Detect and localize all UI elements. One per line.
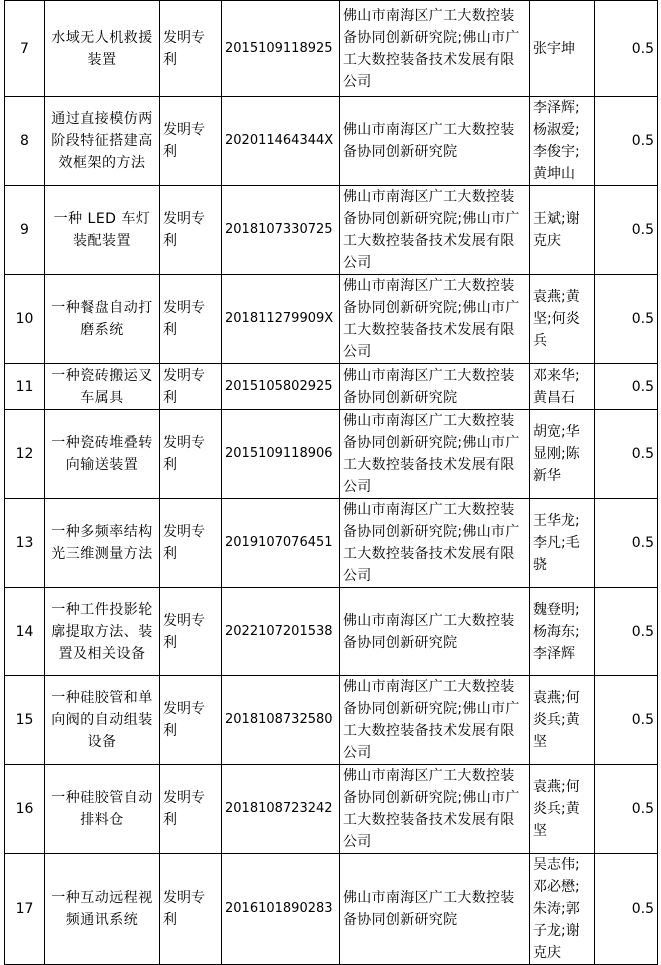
row-number: 12 bbox=[5, 410, 45, 499]
patent-name: 一种互动远程视频通讯系统 bbox=[45, 854, 160, 965]
table-row bbox=[5, 97, 658, 186]
inventors: 王斌;谢克庆 bbox=[530, 186, 595, 275]
share-ratio: 0.5 bbox=[595, 588, 658, 676]
patent-owner: 佛山市南海区广工大数控装备协同创新研究院;佛山市广工大数控装备技术发展有限公司 bbox=[340, 1, 530, 97]
patent-number: 2018107330725 bbox=[222, 186, 340, 275]
patent-name: 通过直接模仿两阶段特征搭建高效框架的方法 bbox=[45, 97, 160, 186]
row-number: 15 bbox=[5, 676, 45, 765]
row-number: 11 bbox=[5, 364, 45, 410]
inventors: 李泽辉;杨淑爱;李俊宇;黄坤山 bbox=[530, 97, 595, 186]
inventors: 袁燕;何炎兵;黄坚 bbox=[530, 765, 595, 854]
share-ratio: 0.5 bbox=[595, 1, 658, 97]
inventors: 邓来华;黄昌石 bbox=[530, 364, 595, 410]
patent-type: 发明专利 bbox=[160, 186, 222, 275]
share-ratio: 0.5 bbox=[595, 854, 658, 965]
patent-owner: 佛山市南海区广工大数控装备协同创新研究院 bbox=[340, 97, 530, 186]
patent-name: 一种 LED 车灯装配装置 bbox=[45, 186, 160, 275]
row-number: 9 bbox=[5, 186, 45, 275]
patent-owner: 佛山市南海区广工大数控装备协同创新研究院 bbox=[340, 854, 530, 965]
patent-number: 202011464344X bbox=[222, 97, 340, 186]
patent-type: 发明专利 bbox=[160, 499, 222, 588]
patent-number: 2019107076451 bbox=[222, 499, 340, 588]
row-number: 16 bbox=[5, 765, 45, 854]
patent-number: 2015109118925 bbox=[222, 1, 340, 97]
share-ratio: 0.5 bbox=[595, 97, 658, 186]
patent-name: 一种瓷砖搬运叉车属具 bbox=[45, 364, 160, 410]
table-row bbox=[5, 676, 658, 765]
row-number: 17 bbox=[5, 854, 45, 965]
patent-type: 发明专利 bbox=[160, 765, 222, 854]
share-ratio: 0.5 bbox=[595, 275, 658, 364]
patent-number: 2015109118906 bbox=[222, 410, 340, 499]
patent-name: 一种硅胶管自动排料仓 bbox=[45, 765, 160, 854]
patent-owner: 佛山市南海区广工大数控装备协同创新研究院;佛山市广工大数控装备技术发展有限公司 bbox=[340, 765, 530, 854]
share-ratio: 0.5 bbox=[595, 676, 658, 765]
row-number: 8 bbox=[5, 97, 45, 186]
table-row bbox=[5, 186, 658, 275]
patent-owner: 佛山市南海区广工大数控装备协同创新研究院;佛山市广工大数控装备技术发展有限公司 bbox=[340, 499, 530, 588]
patent-name: 一种硅胶管和单向阀的自动组装设备 bbox=[45, 676, 160, 765]
share-ratio: 0.5 bbox=[595, 410, 658, 499]
patent-type: 发明专利 bbox=[160, 410, 222, 499]
patent-number: 2018108723242 bbox=[222, 765, 340, 854]
patent-number: 2015105802925 bbox=[222, 364, 340, 410]
patent-owner: 佛山市南海区广工大数控装备协同创新研究院;佛山市广工大数控装备技术发展有限公司 bbox=[340, 186, 530, 275]
table-row bbox=[5, 854, 658, 965]
patent-type: 发明专利 bbox=[160, 97, 222, 186]
share-ratio: 0.5 bbox=[595, 499, 658, 588]
patent-type: 发明专利 bbox=[160, 1, 222, 97]
patent-table bbox=[4, 0, 658, 965]
table-body bbox=[5, 1, 658, 965]
inventors: 胡宽;华显刚;陈新华 bbox=[530, 410, 595, 499]
inventors: 王华龙;李凡;毛骁 bbox=[530, 499, 595, 588]
patent-owner: 佛山市南海区广工大数控装备协同创新研究院;佛山市广工大数控装备技术发展有限公司 bbox=[340, 275, 530, 364]
row-number: 13 bbox=[5, 499, 45, 588]
patent-name: 一种瓷砖堆叠转向输送装置 bbox=[45, 410, 160, 499]
table-row bbox=[5, 410, 658, 499]
inventors: 张宇坤 bbox=[530, 1, 595, 97]
patent-name: 一种工件投影轮廓提取方法、装置及相关设备 bbox=[45, 588, 160, 676]
patent-owner: 佛山市南海区广工大数控装备协同创新研究院;佛山市广工大数控装备技术发展有限公司 bbox=[340, 410, 530, 499]
table-row bbox=[5, 765, 658, 854]
share-ratio: 0.5 bbox=[595, 186, 658, 275]
patent-owner: 佛山市南海区广工大数控装备协同创新研究院 bbox=[340, 364, 530, 410]
patent-owner: 佛山市南海区广工大数控装备协同创新研究院;佛山市广工大数控装备技术发展有限公司 bbox=[340, 676, 530, 765]
row-number: 7 bbox=[5, 1, 45, 97]
table-row bbox=[5, 588, 658, 676]
table-row bbox=[5, 275, 658, 364]
patent-type: 发明专利 bbox=[160, 854, 222, 965]
table-row bbox=[5, 1, 658, 97]
inventors: 袁燕;黄坚;何炎兵 bbox=[530, 275, 595, 364]
table-row bbox=[5, 499, 658, 588]
patent-name: 水域无人机救援装置 bbox=[45, 1, 160, 97]
patent-number: 2022107201538 bbox=[222, 588, 340, 676]
inventors: 吴志伟;邓必懋;朱涛;郭子龙;谢克庆 bbox=[530, 854, 595, 965]
row-number: 14 bbox=[5, 588, 45, 676]
patent-owner: 佛山市南海区广工大数控装备协同创新研究院 bbox=[340, 588, 530, 676]
inventors: 魏登明;杨海东;李泽辉 bbox=[530, 588, 595, 676]
share-ratio: 0.5 bbox=[595, 765, 658, 854]
patent-type: 发明专利 bbox=[160, 275, 222, 364]
inventors: 袁燕;何炎兵;黄坚 bbox=[530, 676, 595, 765]
patent-number: 2018108732580 bbox=[222, 676, 340, 765]
patent-number: 2016101890283 bbox=[222, 854, 340, 965]
patent-name: 一种餐盘自动打磨系统 bbox=[45, 275, 160, 364]
patent-type: 发明专利 bbox=[160, 676, 222, 765]
patent-type: 发明专利 bbox=[160, 364, 222, 410]
row-number: 10 bbox=[5, 275, 45, 364]
patent-name: 一种多频率结构光三维测量方法 bbox=[45, 499, 160, 588]
table-row bbox=[5, 364, 658, 410]
patent-number: 201811279909X bbox=[222, 275, 340, 364]
patent-type: 发明专利 bbox=[160, 588, 222, 676]
share-ratio: 0.5 bbox=[595, 364, 658, 410]
